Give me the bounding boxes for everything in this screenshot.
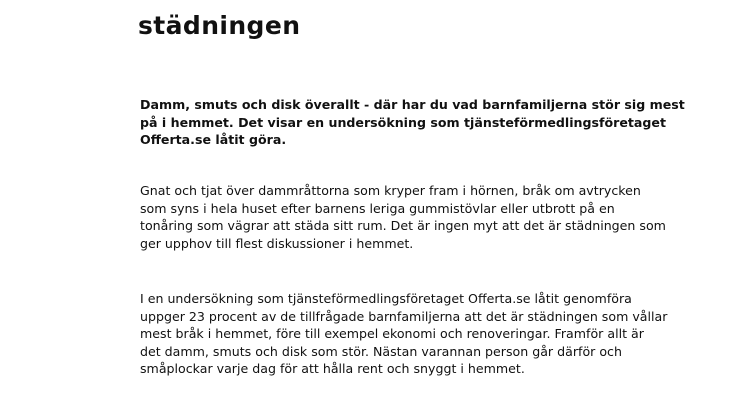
paragraph-line: tonåring som vägrar att städa sitt rum. Det är ingen myt att det är städningen som [140, 218, 666, 233]
lead-line: Damm, smuts och disk överallt - där har du vad barnfamiljerna stör sig mest [140, 97, 685, 112]
article-title: städningen [138, 11, 301, 40]
lead-line: Offerta.se låtit göra. [140, 132, 287, 147]
body-paragraph-1 [140, 182, 710, 252]
lead-line: på i hemmet. Det visar en undersökning som tjänsteförmedlingsföretaget [140, 114, 666, 130]
article-lead [140, 96, 700, 149]
paragraph-line: ger upphov till flest diskussioner i hemmet. [140, 235, 414, 251]
paragraph-line: som syns i hela huset efter barnens leriga gummistövlar eller utbrott på en [140, 200, 615, 216]
paragraph-line: det damm, smuts och disk som stör. Nästan varannan person går därför och [140, 343, 622, 359]
body-paragraph-2 [140, 290, 710, 378]
paragraph-line: uppger 23 procent av de tillfrågade barnfamiljerna att det är städningen som vållar [140, 308, 668, 324]
paragraph-line: mest bråk i hemmet, före till exempel ekonomi och renoveringar. Framför allt är [140, 326, 644, 341]
paragraph-line: I en undersökning som tjänsteförmedlingsföretaget Offerta.se låtit genomföra [140, 291, 632, 306]
paragraph-line: Gnat och tjat över dammråttorna som kryper fram i hörnen, bråk om avtrycken [140, 183, 641, 198]
paragraph-line: småplockar varje dag för att hålla rent och snyggt i hemmet. [140, 361, 525, 376]
